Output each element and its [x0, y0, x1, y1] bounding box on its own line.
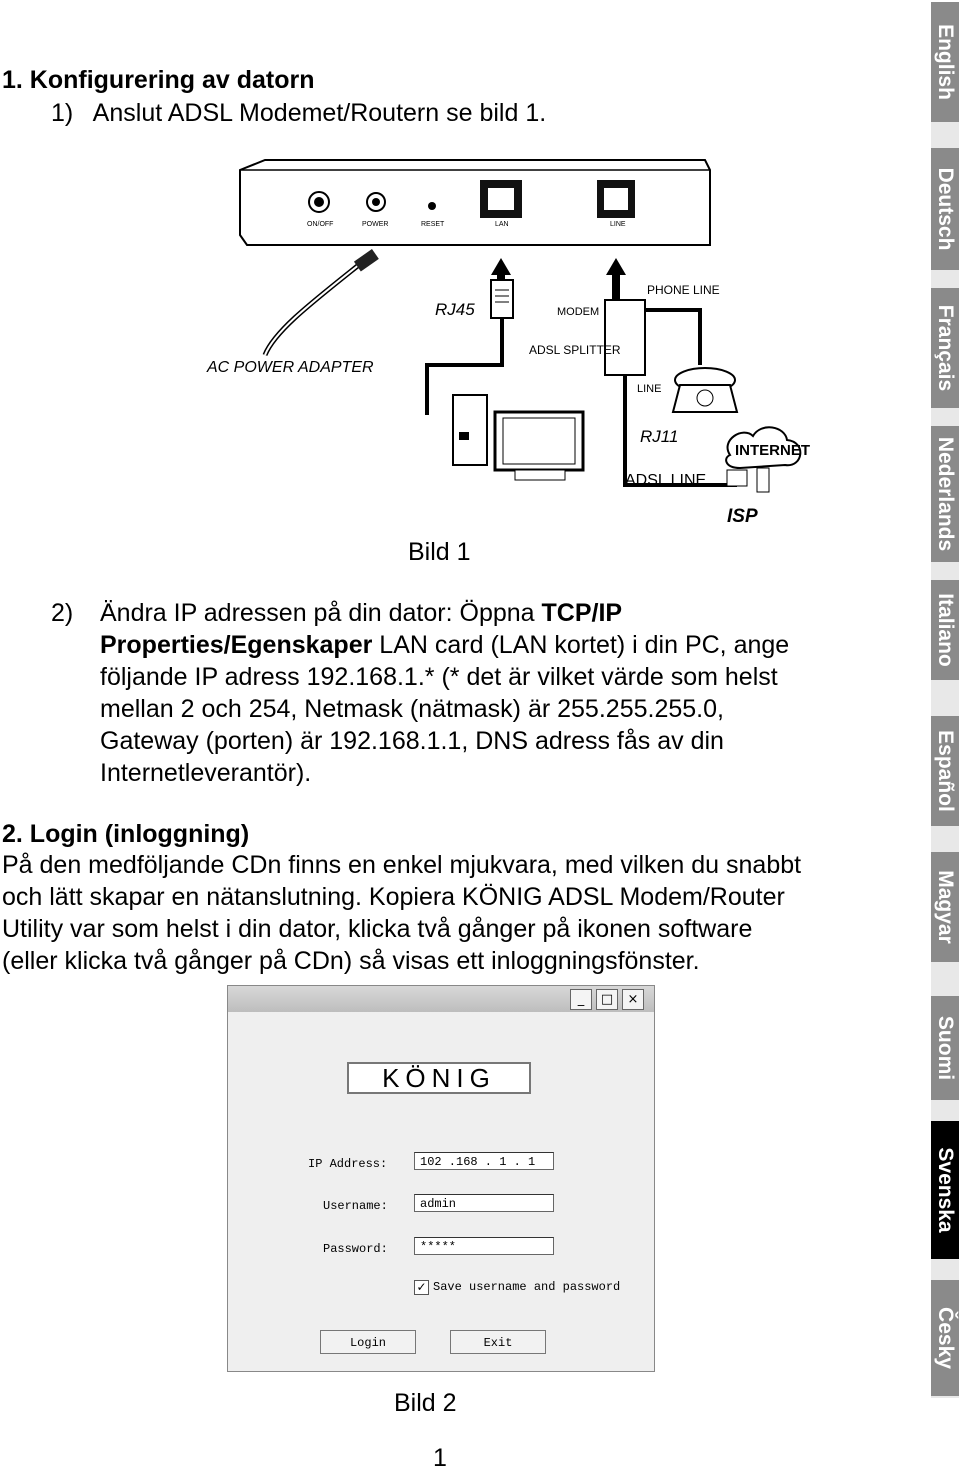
adsl-splitter-label: ADSL SPLITTER: [529, 343, 621, 357]
tab-nederlands-label: Nederlands: [934, 436, 957, 552]
step-2-line-3: följande IP adress 192.168.1.* (* det är vilket värde som helst: [100, 663, 778, 691]
figure-1-caption: Bild 1: [408, 538, 471, 566]
ip-address-field[interactable]: 102 .168 . 1 . 1: [414, 1152, 554, 1170]
exit-button[interactable]: Exit: [450, 1330, 546, 1354]
modem-label: MODEM: [557, 306, 600, 318]
tab-english[interactable]: [931, 2, 959, 122]
step-2-line-5: Gateway (porten) är 192.168.1.1, DNS adress fås av din: [100, 727, 724, 755]
step-1-text: 1) Anslut ADSL Modemet/Routern se bild 1.: [51, 99, 547, 127]
password-field[interactable]: *****: [414, 1237, 554, 1255]
isp-label: ISP: [727, 506, 758, 527]
tab-italiano-label: Italiano: [934, 593, 957, 667]
tab-svenska-label: Svenska: [934, 1147, 957, 1233]
maximize-button[interactable]: □: [596, 989, 618, 1010]
figure-2-caption: Bild 2: [394, 1389, 457, 1417]
window-titlebar: [228, 986, 654, 1012]
step-2-text-a: Ändra IP adressen på din dator: Öppna: [100, 599, 542, 627]
tab-cesky[interactable]: [931, 1280, 959, 1396]
login-window: [227, 985, 655, 1372]
rj45-label: RJ45: [435, 300, 475, 319]
connection-diagram: [195, 150, 815, 535]
reset-label: RESET: [421, 221, 445, 228]
username-label: Username:: [323, 1199, 388, 1213]
ac-adapter-label: AC POWER ADAPTER: [207, 359, 374, 376]
tab-suomi-label: Suomi: [934, 1015, 957, 1081]
line-label-2: LINE: [637, 383, 662, 395]
power-label: POWER: [362, 221, 389, 228]
phone-line-label: PHONE LINE: [647, 283, 720, 297]
page-number: 1: [433, 1444, 447, 1472]
tab-deutsch[interactable]: [931, 148, 959, 270]
tab-espanol[interactable]: [931, 716, 959, 826]
tab-francais-label: Français: [934, 304, 957, 392]
step-2-properties: Properties/Egenskaper: [100, 631, 373, 659]
tab-magyar[interactable]: [931, 852, 959, 962]
step-2-line-6: Internetleverantör).: [100, 759, 312, 787]
section-2-line-2: och lätt skapar en nätanslutning. Kopiera KÖNIG ADSL Modem/Router: [2, 883, 785, 911]
tab-espanol-label: Español: [934, 730, 957, 812]
step-2-line-2: [100, 629, 789, 661]
konig-logo: KÖNIG: [347, 1062, 531, 1094]
section-heading-2: 2. Login (inloggning): [2, 820, 250, 848]
section-2-line-1: På den medföljande CDn finns en enkel mjukvara, med vilken du snabbt: [2, 851, 802, 879]
step-2-number: 2): [51, 599, 74, 627]
tab-italiano[interactable]: [931, 580, 959, 680]
adsl-line-label: ADSL LINE: [625, 472, 707, 489]
save-credentials-checkbox[interactable]: ✓: [414, 1280, 429, 1295]
close-button[interactable]: ×: [622, 989, 644, 1010]
login-button[interactable]: Login: [320, 1330, 416, 1354]
tab-deutsch-label: Deutsch: [934, 167, 957, 251]
tab-nederlands[interactable]: [931, 426, 959, 562]
line-label: LINE: [610, 221, 626, 228]
step-2-tcpip: TCP/IP: [541, 599, 623, 627]
section-heading-1: 1. Konfigurering av datorn: [2, 66, 315, 94]
onoff-label: ON/OFF: [307, 221, 334, 228]
router-back-panel: [240, 160, 710, 245]
tab-magyar-label: Magyar: [934, 870, 957, 944]
tab-francais[interactable]: [931, 288, 959, 408]
lan-label: LAN: [495, 221, 509, 228]
step-2-text-b: LAN card (LAN kortet) i din PC, ange: [372, 631, 790, 659]
adsl-splitter: [605, 300, 645, 375]
step-2-line-1: [100, 597, 622, 629]
rj11-label: RJ11: [640, 427, 679, 446]
minimize-button[interactable]: _: [570, 989, 592, 1010]
telephone: [673, 368, 737, 412]
password-label: Password:: [323, 1242, 388, 1256]
section-2-line-3: Utility var som helst i din dator, klicka två gånger på ikonen software: [2, 915, 753, 943]
tab-cesky-label: Česky: [934, 1307, 957, 1369]
save-credentials-label: Save username and password: [433, 1280, 621, 1294]
tab-suomi[interactable]: [931, 996, 959, 1100]
step-2-line-4: mellan 2 och 254, Netmask (nätmask) är 255.255.255.0,: [100, 695, 724, 723]
internet-label: INTERNET: [735, 442, 810, 459]
tab-svenska[interactable]: [931, 1121, 959, 1259]
section-2-line-4: (eller klicka två gånger på CDn) så visas ett inloggningsfönster.: [2, 947, 700, 975]
tab-english-label: English: [934, 24, 957, 100]
username-field[interactable]: admin: [414, 1194, 554, 1212]
ip-address-label: IP Address:: [308, 1157, 388, 1171]
pc-illustration: [453, 395, 583, 480]
internet-cloud: [726, 427, 800, 492]
